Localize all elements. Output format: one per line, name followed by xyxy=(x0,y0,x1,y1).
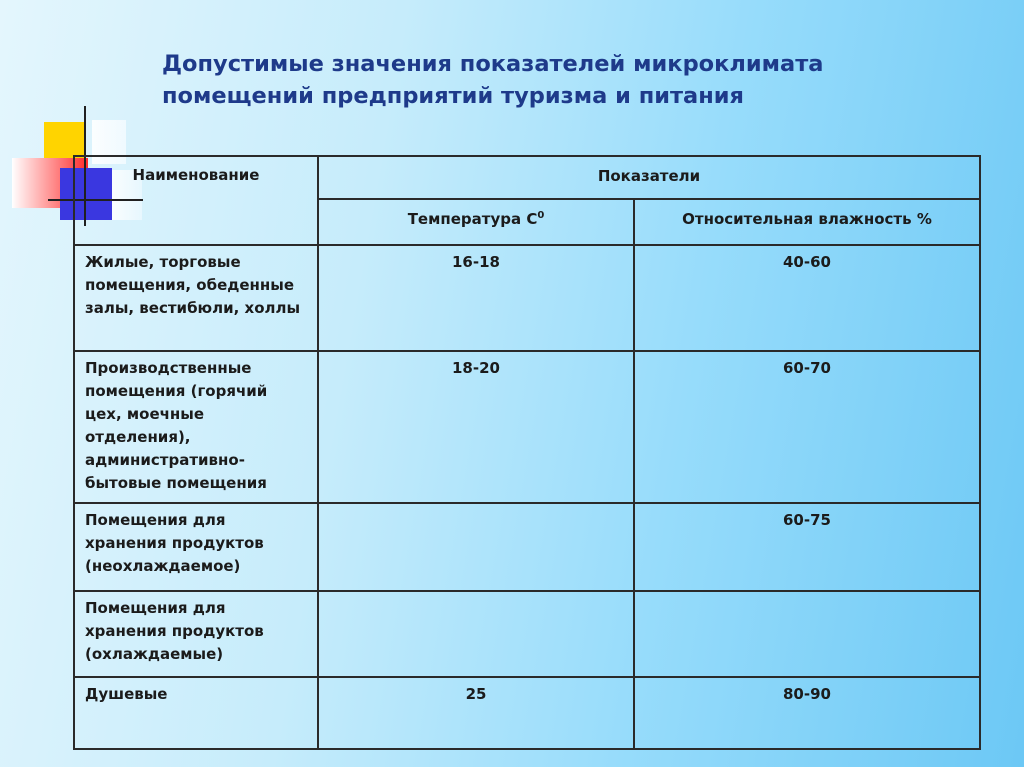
table-row xyxy=(74,503,980,591)
row-name-cell: Помещения для хранения продуктов (неохлаждаемое) xyxy=(74,503,318,591)
header-temperature-superscript: 0 xyxy=(537,210,545,221)
slide-title-line-1: Допустимые значения показателей микроклимата xyxy=(162,51,824,77)
header-humidity-cell xyxy=(634,199,980,245)
row-humidity-cell: 80-90 xyxy=(634,677,980,749)
row-humidity-cell: 60-75 xyxy=(634,503,980,591)
row-humidity-cell xyxy=(634,591,980,677)
header-name-label: Наименование xyxy=(132,166,260,184)
row-name-cell: Жилые, торговые помещения, обеденные залы, вестибюли, холлы xyxy=(74,245,318,351)
header-indicators-label: Показатели xyxy=(597,167,701,185)
row-humidity-cell: 60-70 xyxy=(634,351,980,503)
row-temperature-cell: 18-20 xyxy=(318,351,634,503)
row-temperature-cell: 16-18 xyxy=(318,245,634,351)
table-row xyxy=(74,591,980,677)
table-row xyxy=(74,677,980,749)
slide-title xyxy=(162,48,962,112)
table-row xyxy=(74,245,980,351)
header-humidity-label: Относительная влажность % xyxy=(682,210,932,228)
header-temperature-cell xyxy=(318,199,634,245)
table-row xyxy=(74,351,980,503)
row-temperature-cell xyxy=(318,591,634,677)
slide-title-line-2: помещений предприятий туризма и питания xyxy=(162,83,745,109)
row-humidity-cell: 40-60 xyxy=(634,245,980,351)
microclimate-table xyxy=(73,155,981,750)
header-name-cell xyxy=(74,156,318,245)
table-header-row xyxy=(74,156,980,199)
row-temperature-cell: 25 xyxy=(318,677,634,749)
header-indicators-cell xyxy=(318,156,980,199)
row-name-cell: Помещения для хранения продуктов (охлаждаемые) xyxy=(74,591,318,677)
row-name-cell: Душевые xyxy=(74,677,318,749)
row-temperature-cell xyxy=(318,503,634,591)
header-temperature-label: Температура С xyxy=(407,210,538,228)
row-name-cell: Производственные помещения (горячий цех, моечные отделения), административно-бытовые помещения xyxy=(74,351,318,503)
